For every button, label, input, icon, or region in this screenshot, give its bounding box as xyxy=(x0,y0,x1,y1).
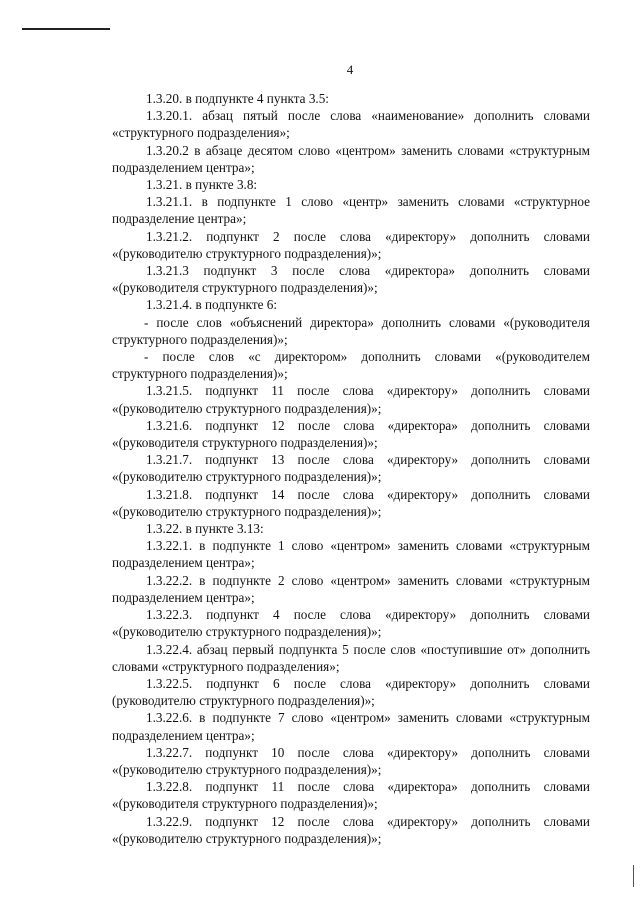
scan-edge-mark xyxy=(633,865,634,887)
paragraph: 1.3.21. в пункте 3.8: xyxy=(146,177,258,193)
paragraph: 1.3.21.8. подпункт 14 после слова «директору» дополнить словами «(руководителю структурного подразделения)»; xyxy=(112,486,590,519)
paragraph: 1.3.21.3 подпункт 3 после слова «директора» дополнить словами «(руководителя структурного подразделения)»; xyxy=(112,263,590,296)
paragraph: 1.3.20.2 в абзаце десятом слово «центром» заменить словами «структурным подразделением центра»; xyxy=(112,142,590,175)
paragraph: 1.3.22.8. подпункт 11 после слова «директора» дополнить словами «(руководителя структурного подразделения)»; xyxy=(112,779,590,812)
paragraph: 1.3.22. в пункте 3.13: xyxy=(146,521,264,537)
paragraph: 1.3.21.1. в подпункте 1 слово «центр» заменить словами «структурное подразделение центра»; xyxy=(112,194,590,227)
document-body xyxy=(112,90,590,847)
paragraph: 1.3.21.7. подпункт 13 после слова «директору» дополнить словами «(руководителю структурного подразделения)»; xyxy=(112,452,590,485)
paragraph: 1.3.21.4. в подпункте 6: xyxy=(146,297,278,313)
paragraph: - после слов «объяснений директора» дополнить словами «(руководителя структурного подразделения)»; xyxy=(112,314,590,347)
paragraph: 1.3.21.2. подпункт 2 после слова «директору» дополнить словами «(руководителю структурного подразделения)»; xyxy=(112,228,590,261)
page-number: 4 xyxy=(346,62,354,77)
paragraph: 1.3.20.1. абзац пятый после слова «наименование» дополнить словами «структурного подразделения»; xyxy=(112,108,590,141)
paragraph: 1.3.22.1. в подпункте 1 слово «центром» заменить словами «структурным подразделением центра»; xyxy=(112,538,590,571)
paragraph: 1.3.22.2. в подпункте 2 слово «центром» заменить словами «структурным подразделением центра»; xyxy=(112,572,590,605)
paragraph: 1.3.22.9. подпункт 12 после слова «директору» дополнить словами «(руководителю структурного подразделения)»; xyxy=(112,813,590,846)
paragraph: 1.3.22.4. абзац первый подпункта 5 после слов «поступившие от» дополнить словами «структурного подразделения»; xyxy=(112,641,590,674)
header-rule xyxy=(22,28,110,30)
paragraph: 1.3.22.5. подпункт 6 после слова «директору» дополнить словами (руководителю структурного подразделения)»; xyxy=(112,675,590,709)
paragraph: 1.3.21.5. подпункт 11 после слова «директору» дополнить словами «(руководителю структурного подразделения)»; xyxy=(112,383,590,416)
paragraph: 1.3.22.3. подпункт 4 после слова «директору» дополнить словами «(руководителю структурного подразделения)»; xyxy=(112,607,590,640)
paragraph: 1.3.22.6. в подпункте 7 слово «центром» заменить словами «структурным подразделением центра»; xyxy=(112,710,590,743)
paragraph: - после слов «с директором» дополнить словами «(руководителем структурного подразделения)»; xyxy=(112,349,590,382)
paragraph: 1.3.22.7. подпункт 10 после слова «директору» дополнить словами «(руководителю структурного подразделения)»; xyxy=(112,744,590,777)
paragraph: 1.3.20. в подпункте 4 пункта 3.5: xyxy=(146,91,329,106)
paragraph: 1.3.21.6. подпункт 12 после слова «директора» дополнить словами «(руководителя структурного подразделения)»; xyxy=(112,417,590,451)
